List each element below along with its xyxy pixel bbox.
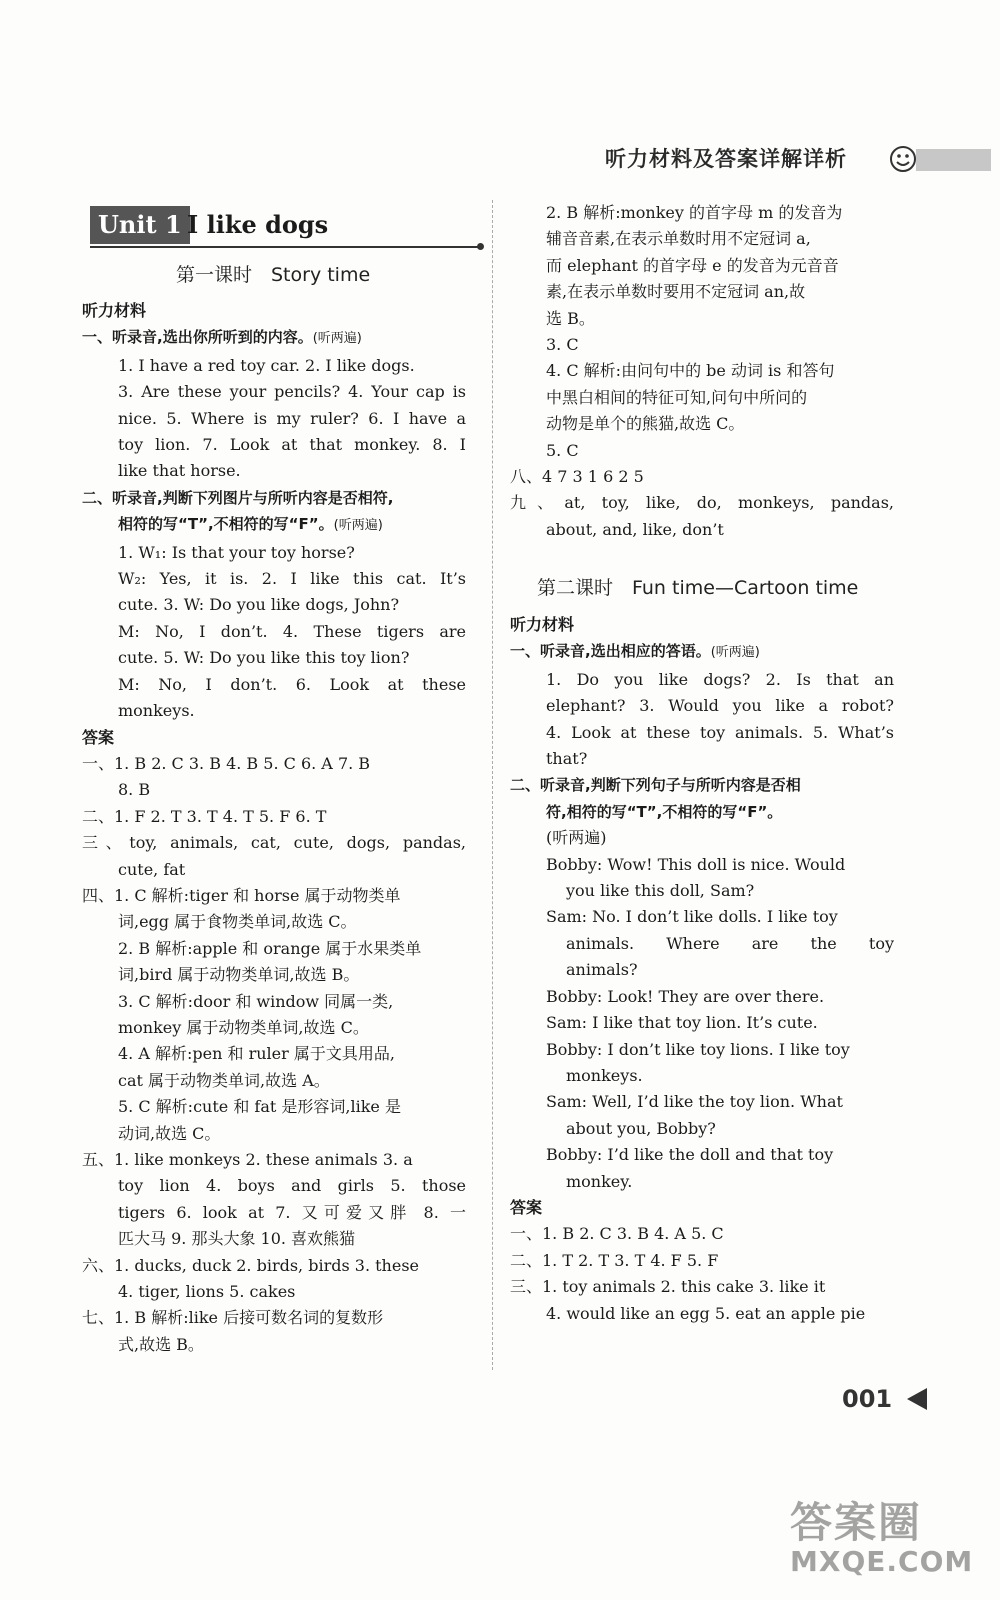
text-line: 4. Look at these toy animals. 5. What’s (546, 722, 894, 742)
text-line: 词,egg 属于食物类单词,故选 C。 (118, 912, 357, 932)
text-line: 词,bird 属于动物类单词,故选 B。 (118, 965, 360, 985)
text-line: 而 elephant 的首字母 e 的发音为元音音 (546, 255, 839, 275)
text-line: 一、听录音,选出你所听到的内容。(听两遍) (82, 328, 362, 347)
column-divider (492, 200, 494, 1370)
right-column-bottom (510, 612, 894, 1327)
text-line: Sam: No. I don’t like dolls. I like toy (546, 907, 838, 927)
text-line: 三、1. toy animals 2. this cake 3. like it (510, 1277, 826, 1297)
text-line: 4. would like an egg 5. eat an apple pie (546, 1303, 866, 1323)
text-line: about you, Bobby? (566, 1118, 716, 1138)
text-line: elephant? 3. Would you like a robot? (546, 696, 894, 716)
right-column-top (510, 200, 894, 543)
text-line: 答案 (510, 1197, 543, 1217)
text-line: 辅音音素,在表示单数时用不定冠词 a, (546, 229, 811, 249)
text-line: 选 B。 (546, 308, 595, 328)
text-line: 一、1. B 2. C 3. B 4. A 5. C (510, 1224, 724, 1244)
text-line: monkey. (566, 1171, 633, 1191)
text-line: 3. C 解析:door 和 window 同属一类, (118, 991, 394, 1011)
text-line: 四、1. C 解析:tiger 和 horse 属于动物类单 (82, 885, 401, 905)
text-line: 五、1. like monkeys 2. these animals 3. a (82, 1150, 413, 1169)
text-line: 4. tiger, lions 5. cakes (118, 1282, 296, 1302)
text-line: animals. Where are the toy (566, 933, 894, 953)
text-line: 5. C 解析:cute 和 fat 是形容词,like 是 (118, 1097, 401, 1117)
text-line: 5. C (546, 440, 579, 460)
text-line: 二、1. F 2. T 3. T 4. T 5. F 6. T (82, 806, 327, 826)
unit-rule-dot (477, 243, 484, 250)
text-line: 2. B 解析:apple 和 orange 属于水果类单 (118, 938, 422, 958)
text-line: 一、1. B 2. C 3. B 4. B 5. C 6. A 7. B (82, 753, 371, 773)
text-line: 八、4 7 3 1 6 2 5 (510, 467, 644, 487)
text-line: 1. Do you like dogs? 2. Is that an (546, 669, 894, 689)
text-line: M: No, I don’t. 6. Look at these (118, 674, 466, 694)
watermark-logo: 答案圈 (790, 1498, 923, 1547)
text-line: 中黑白相间的特征可知,问句中所问的 (546, 387, 808, 407)
text-line: 2. B 解析:monkey 的首字母 m 的发音为 (546, 203, 843, 222)
lesson-title-2: 第二课时 Fun time—Cartoon time (537, 577, 859, 599)
text-line: 3. C (546, 335, 579, 355)
text-line: toy lion. 7. Look at that monkey. 8. I (118, 435, 466, 455)
text-line: 二、听录音,判断下列句子与所听内容是否相 (510, 776, 801, 795)
text-line: 答案 (82, 727, 115, 747)
text-line: toy lion 4. boys and girls 5. those (118, 1176, 466, 1196)
text-line: Sam: Well, I’d like the toy lion. What (546, 1092, 843, 1112)
text-line: 1. W₁: Is that your toy horse? (118, 542, 355, 562)
text-line: 动物是单个的熊猫,故选 C。 (546, 414, 745, 434)
text-line: 一、听录音,选出相应的答语。(听两遍) (510, 642, 760, 661)
text-line: Sam: I like that toy lion. It’s cute. (546, 1013, 818, 1033)
text-line: monkeys. (118, 701, 195, 721)
text-line: 式,故选 B。 (118, 1334, 204, 1354)
text-line: cute. 5. W: Do you like this toy lion? (118, 648, 410, 668)
smiley-icon (888, 144, 918, 174)
unit-heading (90, 206, 485, 250)
text-line: 素,在表示单数时要用不定冠词 an,故 (546, 282, 806, 302)
text-line: 二、听录音,判断下列图片与所听内容是否相符, (82, 488, 394, 507)
text-line: W₂: Yes, it is. 2. I like this cat. It’s (118, 569, 466, 589)
text-line: Bobby: I don’t like toy lions. I like toy (546, 1039, 850, 1059)
watermark-url: MXQE.COM (790, 1545, 974, 1578)
text-line: cute, fat (118, 859, 186, 879)
text-line: 九、at, toy, like, do, monkeys, pandas, (510, 493, 894, 513)
text-line: 4. A 解析:pen 和 ruler 属于文具用品, (118, 1044, 395, 1064)
text-line: 相符的写“T”,不相符的写“F”。(听两遍) (118, 515, 383, 534)
text-line: (听两遍) (546, 828, 607, 848)
text-line: 听力材料 (82, 301, 147, 320)
text-line: 符,相符的写“T”,不相符的写“F”。 (546, 802, 783, 821)
unit-badge: Unit 1 (90, 206, 190, 244)
text-line: 六、1. ducks, duck 2. birds, birds 3. these (82, 1255, 419, 1275)
header-title: 听力材料及答案详解详析 (605, 147, 847, 171)
text-line: 动词,故选 C。 (118, 1123, 221, 1143)
text-line: that? (546, 749, 588, 769)
text-line: 1. I have a red toy car. 2. I like dogs. (118, 355, 415, 375)
text-line: about, and, like, don’t (546, 519, 724, 539)
page-arrow-icon (905, 1386, 929, 1412)
text-line: 听力材料 (510, 615, 575, 634)
text-line: 8. B (118, 780, 151, 800)
text-line: monkeys. (566, 1065, 643, 1085)
text-line: you like this doll, Sam? (566, 881, 755, 901)
unit-rule (90, 246, 480, 248)
lesson-title-1: 第一课时 Story time (176, 264, 371, 286)
text-line: Bobby: Look! They are over there. (546, 986, 825, 1006)
unit-title: I like dogs (187, 210, 329, 239)
text-line: Bobby: I’d like the doll and that toy (546, 1145, 834, 1165)
text-line: tigers 6. look at 7. 又可爱又胖 8. 一 (118, 1202, 466, 1222)
text-line: animals? (566, 960, 638, 980)
text-line: cute. 3. W: Do you like dogs, John? (118, 595, 400, 615)
text-line: 七、1. B 解析:like 后接可数名词的复数形 (82, 1308, 384, 1328)
left-column (82, 298, 466, 1358)
page-number: 001 (842, 1385, 893, 1413)
text-line: 3. Are these your pencils? 4. Your cap is (118, 382, 466, 402)
text-line: 二、1. T 2. T 3. T 4. F 5. F (510, 1250, 719, 1270)
header-bar (916, 149, 991, 171)
text-line: cat 属于动物类单词,故选 A。 (118, 1070, 330, 1090)
text-line: 匹大马 9. 那头大象 10. 喜欢熊猫 (118, 1229, 356, 1249)
text-line: like that horse. (118, 461, 241, 481)
text-line: nice. 5. Where is my ruler? 6. I have a (118, 408, 466, 428)
text-line: Bobby: Wow! This doll is nice. Would (546, 854, 846, 874)
text-line: M: No, I don’t. 4. These tigers are (118, 621, 466, 641)
text-line: 4. C 解析:由问句中的 be 动词 is 和答句 (546, 361, 835, 381)
text-line: monkey 属于动物类单词,故选 C。 (118, 1017, 369, 1037)
text-line: 三、toy, animals, cat, cute, dogs, pandas, (82, 833, 466, 853)
